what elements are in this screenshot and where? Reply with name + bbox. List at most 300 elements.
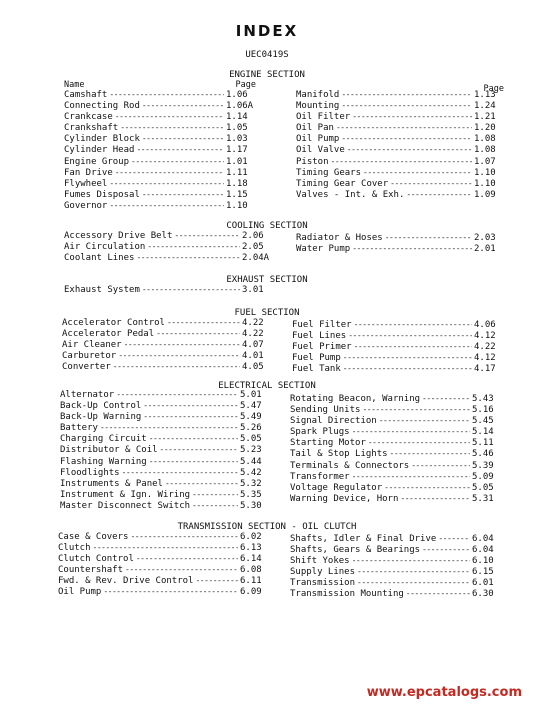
entry-page: 1.01 bbox=[226, 156, 248, 167]
leader-dashes bbox=[406, 190, 472, 200]
index-entry bbox=[296, 233, 504, 244]
entry-name: Piston bbox=[296, 156, 329, 167]
index-entry bbox=[64, 168, 256, 179]
index-entry bbox=[290, 589, 502, 600]
entry-page: 5.44 bbox=[240, 456, 262, 467]
index-entry bbox=[290, 472, 502, 483]
entry-name: Mounting bbox=[296, 101, 340, 112]
entry-name: Master Disconnect Switch bbox=[60, 500, 191, 511]
index-entry bbox=[290, 545, 502, 556]
entry-name: Converter bbox=[62, 362, 111, 373]
entry-page: 1.15 bbox=[226, 189, 248, 200]
index-entry bbox=[62, 318, 272, 329]
leader-dashes bbox=[406, 589, 470, 599]
entry-page: 5.31 bbox=[472, 493, 494, 504]
leader-dashes bbox=[174, 231, 240, 241]
entry-name: Shift Yokes bbox=[290, 556, 350, 567]
entry-page: 2.04A bbox=[242, 253, 270, 264]
leader-dashes bbox=[115, 112, 224, 122]
entry-name: Oil Pan bbox=[296, 123, 334, 134]
leader-dashes bbox=[149, 434, 238, 444]
entry-page: 1.10 bbox=[474, 167, 496, 178]
index-entry bbox=[292, 320, 504, 331]
leader-dashes bbox=[192, 490, 238, 500]
entry-name: Battery bbox=[60, 423, 98, 434]
entry-name: Sending Units bbox=[290, 405, 361, 416]
index-entry bbox=[290, 534, 502, 545]
entry-page: 2.01 bbox=[474, 244, 496, 255]
leader-dashes bbox=[165, 479, 238, 489]
entry-page: 6.01 bbox=[472, 578, 494, 589]
leader-dashes bbox=[352, 556, 470, 566]
index-entry bbox=[296, 168, 504, 179]
index-entry bbox=[290, 567, 502, 578]
entry-page: 4.07 bbox=[242, 340, 264, 351]
leader-dashes bbox=[352, 244, 472, 254]
entry-page: 1.06 bbox=[226, 90, 248, 100]
index-entry bbox=[64, 157, 256, 168]
index-entry bbox=[290, 556, 502, 567]
leader-dashes bbox=[109, 179, 224, 189]
section-title-engine: ENGINE SECTION bbox=[229, 70, 305, 80]
index-entry bbox=[290, 438, 502, 449]
leader-dashes bbox=[118, 351, 240, 361]
index-entry bbox=[64, 90, 256, 101]
index-entry bbox=[58, 532, 270, 543]
transmission-left-list bbox=[58, 532, 270, 599]
leader-dashes bbox=[167, 318, 240, 328]
entry-page: 1.24 bbox=[474, 101, 496, 112]
entry-name: Tail & Stop Lights bbox=[290, 449, 388, 460]
index-entry bbox=[60, 445, 270, 456]
entry-name: Air Circulation bbox=[64, 242, 146, 253]
cooling-right-list bbox=[296, 233, 504, 255]
index-entry bbox=[296, 179, 504, 190]
leader-dashes bbox=[149, 457, 238, 467]
entry-page: 5.05 bbox=[472, 482, 494, 493]
entry-page: 6.02 bbox=[240, 532, 262, 542]
engine-left-list bbox=[64, 90, 256, 212]
entry-page: 5.32 bbox=[240, 478, 262, 489]
leader-dashes bbox=[142, 190, 224, 200]
entry-name: Shafts, Gears & Bearings bbox=[290, 545, 421, 556]
leader-dashes bbox=[422, 394, 470, 404]
leader-dashes bbox=[341, 101, 472, 111]
entry-page: 5.11 bbox=[472, 438, 494, 449]
leader-dashes bbox=[136, 145, 224, 155]
entry-name: Floodlights bbox=[60, 467, 120, 478]
leader-dashes bbox=[103, 587, 238, 597]
leader-dashes bbox=[352, 427, 470, 437]
index-entry bbox=[62, 351, 272, 362]
entry-name: Transmission bbox=[290, 578, 356, 589]
entry-name: Distributor & Coil bbox=[60, 445, 158, 456]
index-entry bbox=[292, 353, 504, 364]
entry-page: 2.03 bbox=[474, 233, 496, 243]
leader-dashes bbox=[142, 134, 224, 144]
entry-name: Flywheel bbox=[64, 178, 108, 189]
entry-page: 5.26 bbox=[240, 423, 262, 434]
entry-name: Water Pump bbox=[296, 244, 351, 255]
index-entry bbox=[290, 405, 502, 416]
leader-dashes bbox=[124, 340, 240, 350]
index-title: INDEX bbox=[235, 22, 299, 40]
index-entry bbox=[296, 157, 504, 168]
entry-name: Fuel Primer bbox=[292, 342, 352, 353]
entry-page: 1.06A bbox=[226, 101, 254, 112]
index-entry bbox=[296, 112, 504, 123]
index-entry bbox=[290, 394, 502, 405]
entry-page: 5.01 bbox=[240, 390, 262, 400]
leader-dashes bbox=[348, 331, 472, 341]
leader-dashes bbox=[343, 353, 472, 363]
entry-page: 5.47 bbox=[240, 401, 262, 412]
entry-page: 6.14 bbox=[240, 554, 262, 565]
entry-name: Rotating Beacon, Warning bbox=[290, 394, 421, 404]
entry-name: Crankshaft bbox=[64, 123, 119, 134]
entry-page: 2.06 bbox=[242, 231, 264, 241]
index-entry bbox=[58, 587, 270, 598]
index-entry bbox=[296, 145, 504, 156]
entry-name: Oil Pump bbox=[296, 134, 340, 145]
leader-dashes bbox=[192, 501, 238, 511]
leader-dashes bbox=[341, 90, 472, 100]
entry-name: Instruments & Panel bbox=[60, 478, 163, 489]
entry-name: Alternator bbox=[60, 390, 115, 400]
entry-name: Exhaust System bbox=[64, 285, 140, 295]
index-entry bbox=[62, 362, 272, 373]
entry-page: 5.14 bbox=[472, 427, 494, 438]
entry-page: 5.46 bbox=[472, 449, 494, 460]
transmission-right-list bbox=[290, 534, 502, 601]
leader-dashes bbox=[109, 201, 224, 211]
entry-page: 4.05 bbox=[242, 362, 264, 373]
index-entry bbox=[60, 479, 270, 490]
entry-page: 6.15 bbox=[472, 567, 494, 578]
entry-page: 6.11 bbox=[240, 576, 262, 587]
entry-name: Radiator & Hoses bbox=[296, 233, 383, 243]
leader-dashes bbox=[93, 543, 238, 553]
leader-dashes bbox=[143, 401, 238, 411]
leader-dashes bbox=[160, 445, 238, 455]
leader-dashes bbox=[147, 242, 240, 252]
page-column-label: Page bbox=[483, 84, 504, 94]
page-column-label: Page bbox=[235, 80, 256, 90]
index-entry bbox=[292, 342, 504, 353]
entry-page: 5.16 bbox=[472, 405, 494, 416]
watermark[interactable]: www.epcatalogs.com bbox=[366, 685, 522, 700]
leader-dashes bbox=[125, 565, 238, 575]
entry-page: 1.05 bbox=[226, 123, 248, 134]
document-id: UEC0419S bbox=[245, 50, 289, 60]
entry-name: Fumes Disposal bbox=[64, 189, 140, 200]
entry-page: 5.23 bbox=[240, 445, 262, 456]
leader-dashes bbox=[347, 145, 472, 155]
entry-name: Air Cleaner bbox=[62, 340, 122, 351]
leader-dashes bbox=[131, 157, 224, 167]
entry-page: 1.03 bbox=[226, 134, 248, 145]
entry-page: 6.30 bbox=[472, 589, 494, 600]
index-entry bbox=[296, 244, 504, 255]
entry-page: 5.42 bbox=[240, 467, 262, 478]
entry-page: 3.01 bbox=[242, 285, 264, 295]
entry-name: Fan Drive bbox=[64, 167, 113, 178]
index-entry bbox=[290, 483, 502, 494]
index-entry bbox=[292, 331, 504, 342]
index-entry bbox=[64, 242, 272, 253]
index-entry bbox=[64, 285, 272, 296]
entry-name: Manifold bbox=[296, 90, 340, 100]
index-entry bbox=[60, 390, 270, 401]
entry-page: 1.10 bbox=[226, 200, 248, 211]
index-entry bbox=[64, 134, 256, 145]
entry-name: Fuel Lines bbox=[292, 331, 347, 342]
leader-dashes bbox=[142, 101, 224, 111]
entry-page: 1.08 bbox=[474, 134, 496, 145]
entry-name: Countershaft bbox=[58, 565, 124, 576]
leader-dashes bbox=[354, 320, 472, 330]
entry-page: 4.01 bbox=[242, 351, 264, 362]
index-entry bbox=[58, 554, 270, 565]
index-entry bbox=[290, 578, 502, 589]
section-title-exhaust: EXHAUST SECTION bbox=[226, 275, 308, 285]
entry-page: 1.14 bbox=[226, 112, 248, 123]
entry-name: Voltage Regulator bbox=[290, 482, 383, 493]
engine-left-column bbox=[64, 80, 256, 212]
index-entry bbox=[64, 123, 256, 134]
leader-dashes bbox=[195, 576, 238, 586]
entry-page: 1.08 bbox=[474, 145, 496, 156]
index-entry bbox=[60, 468, 270, 479]
index-entry bbox=[296, 190, 504, 201]
section-title-cooling: COOLING SECTION bbox=[226, 221, 308, 231]
section-title-transmission: TRANSMISSION SECTION - OIL CLUTCH bbox=[177, 522, 357, 532]
entry-page: 5.30 bbox=[240, 500, 262, 511]
exhaust-left-list bbox=[64, 285, 272, 296]
entry-page: 6.08 bbox=[240, 565, 262, 576]
entry-page: 1.10 bbox=[474, 178, 496, 189]
index-entry bbox=[60, 501, 270, 512]
entry-page: 5.49 bbox=[240, 412, 262, 423]
leader-dashes bbox=[379, 416, 470, 426]
entry-name: Oil Filter bbox=[296, 112, 351, 123]
index-entry bbox=[290, 427, 502, 438]
index-entry bbox=[290, 416, 502, 427]
cooling-left-list bbox=[64, 231, 272, 264]
entry-page: 4.22 bbox=[474, 342, 496, 353]
index-entry bbox=[64, 179, 256, 190]
entry-name: Terminals & Connectors bbox=[290, 460, 410, 471]
index-entry bbox=[60, 490, 270, 501]
index-entry bbox=[290, 461, 502, 472]
leader-dashes bbox=[156, 329, 240, 339]
fuel-right-list bbox=[292, 320, 504, 375]
leader-dashes bbox=[400, 494, 470, 504]
entry-page: 4.06 bbox=[474, 320, 496, 330]
index-entry bbox=[64, 112, 256, 123]
leader-dashes bbox=[116, 390, 238, 400]
entry-name: Fuel Pump bbox=[292, 353, 341, 364]
entry-name: Fuel Filter bbox=[292, 320, 352, 330]
leader-dashes bbox=[120, 123, 224, 133]
leader-dashes bbox=[438, 534, 470, 544]
entry-name: Valves - Int. & Exh. bbox=[296, 189, 405, 200]
leader-dashes bbox=[100, 423, 238, 433]
entry-page: 6.09 bbox=[240, 587, 262, 598]
index-entry bbox=[60, 423, 270, 434]
index-entry bbox=[62, 340, 272, 351]
leader-dashes bbox=[352, 472, 470, 482]
leader-dashes bbox=[343, 364, 472, 374]
leader-dashes bbox=[362, 405, 470, 415]
leader-dashes bbox=[115, 168, 224, 178]
entry-page: 1.17 bbox=[226, 145, 248, 156]
index-entry bbox=[64, 190, 256, 201]
entry-page: 1.09 bbox=[474, 189, 496, 200]
entry-name: Starting Motor bbox=[290, 438, 366, 449]
leader-dashes bbox=[354, 342, 472, 352]
entry-name: Accessory Drive Belt bbox=[64, 231, 173, 241]
entry-page: 4.12 bbox=[474, 331, 496, 342]
entry-page: 5.43 bbox=[472, 394, 494, 404]
entry-page: 6.10 bbox=[472, 556, 494, 567]
index-entry bbox=[296, 134, 504, 145]
entry-page: 6.13 bbox=[240, 543, 262, 554]
engine-right-list bbox=[296, 90, 504, 201]
index-entry bbox=[290, 494, 502, 505]
entry-name: Instrument & Ign. Wiring bbox=[60, 489, 191, 500]
entry-page: 4.22 bbox=[242, 318, 264, 328]
index-entry bbox=[296, 101, 504, 112]
entry-name: Crankcase bbox=[64, 112, 113, 123]
entry-name: Engine Group bbox=[64, 156, 130, 167]
entry-name: Fuel Tank bbox=[292, 364, 341, 375]
index-entry bbox=[64, 253, 272, 264]
index-entry bbox=[64, 145, 256, 156]
index-entry bbox=[290, 449, 502, 460]
leader-dashes bbox=[122, 468, 238, 478]
entry-name: Signal Direction bbox=[290, 416, 377, 427]
entry-name: Accelerator Pedal bbox=[62, 329, 155, 340]
entry-page: 5.39 bbox=[472, 460, 494, 471]
entry-name: Case & Covers bbox=[58, 532, 129, 542]
index-entry bbox=[60, 401, 270, 412]
index-entry bbox=[58, 543, 270, 554]
entry-page: 1.21 bbox=[474, 112, 496, 123]
entry-name: Flashing Warning bbox=[60, 456, 147, 467]
entry-name: Oil Valve bbox=[296, 145, 345, 156]
entry-page: 1.18 bbox=[226, 178, 248, 189]
entry-page: 5.35 bbox=[240, 489, 262, 500]
leader-dashes bbox=[143, 412, 238, 422]
leader-dashes bbox=[357, 578, 470, 588]
index-entry bbox=[296, 123, 504, 134]
entry-page: 1.07 bbox=[474, 156, 496, 167]
entry-page: 4.22 bbox=[242, 329, 264, 340]
name-column-label: Name bbox=[64, 80, 85, 90]
fuel-left-list bbox=[62, 318, 272, 373]
leader-dashes bbox=[385, 233, 472, 243]
index-entry bbox=[62, 329, 272, 340]
entry-name: Coolant Lines bbox=[64, 253, 135, 264]
leader-dashes bbox=[390, 179, 472, 189]
entry-name: Back-Up Control bbox=[60, 401, 142, 412]
index-entry bbox=[60, 434, 270, 445]
entry-page: 1.13 bbox=[474, 90, 496, 100]
leader-dashes bbox=[336, 123, 472, 133]
section-title-electrical: ELECTRICAL SECTION bbox=[218, 381, 316, 391]
engine-right-column bbox=[296, 84, 504, 201]
electrical-left-list bbox=[60, 390, 270, 512]
entry-name: Clutch Control bbox=[58, 554, 134, 565]
leader-dashes bbox=[109, 90, 224, 100]
leader-dashes bbox=[368, 438, 470, 448]
entry-page: 1.11 bbox=[226, 167, 248, 178]
entry-name: Carburetor bbox=[62, 351, 117, 362]
leader-dashes bbox=[363, 168, 472, 178]
entry-name: Transformer bbox=[290, 471, 350, 482]
entry-page: 4.17 bbox=[474, 364, 496, 375]
entry-name: Accelerator Control bbox=[62, 318, 165, 328]
leader-dashes bbox=[341, 134, 472, 144]
section-title-fuel: FUEL SECTION bbox=[234, 308, 300, 318]
entry-name: Cylinder Block bbox=[64, 134, 140, 145]
entry-page: 5.05 bbox=[240, 434, 262, 445]
leader-dashes bbox=[357, 567, 470, 577]
entry-name: Camshaft bbox=[64, 90, 108, 100]
entry-name: Governor bbox=[64, 200, 108, 211]
leader-dashes bbox=[142, 285, 240, 295]
index-entry bbox=[58, 576, 270, 587]
index-entry bbox=[58, 565, 270, 576]
entry-name: Timing Gear Cover bbox=[296, 178, 389, 189]
index-entry bbox=[64, 231, 272, 242]
leader-dashes bbox=[384, 483, 470, 493]
leader-dashes bbox=[331, 157, 472, 167]
entry-name: Cylinder Head bbox=[64, 145, 135, 156]
leader-dashes bbox=[352, 112, 472, 122]
index-entry bbox=[64, 201, 256, 212]
index-entry bbox=[60, 412, 270, 423]
entry-name: Back-Up Warning bbox=[60, 412, 142, 423]
entry-page: 6.04 bbox=[472, 534, 494, 544]
entry-name: Oil Pump bbox=[58, 587, 102, 598]
entry-name: Clutch bbox=[58, 543, 91, 554]
engine-left-header bbox=[64, 80, 256, 90]
entry-name: Fwd. & Rev. Drive Control bbox=[58, 576, 194, 587]
leader-dashes bbox=[136, 554, 238, 564]
entry-name: Warning Device, Horn bbox=[290, 493, 399, 504]
index-entry bbox=[64, 101, 256, 112]
entry-name: Connecting Rod bbox=[64, 101, 140, 112]
entry-name: Shafts, Idler & Final Drive bbox=[290, 534, 437, 544]
entry-page: 5.09 bbox=[472, 471, 494, 482]
index-entry bbox=[292, 364, 504, 375]
entry-name: Spark Plugs bbox=[290, 427, 350, 438]
leader-dashes bbox=[136, 253, 240, 263]
index-entry bbox=[60, 457, 270, 468]
entry-page: 6.04 bbox=[472, 545, 494, 556]
entry-page: 2.05 bbox=[242, 242, 264, 253]
entry-name: Transmission Mounting bbox=[290, 589, 404, 600]
entry-page: 5.45 bbox=[472, 416, 494, 427]
leader-dashes bbox=[422, 545, 470, 555]
entry-name: Charging Circuit bbox=[60, 434, 147, 445]
leader-dashes bbox=[130, 532, 238, 542]
leader-dashes bbox=[113, 362, 240, 372]
entry-page: 4.12 bbox=[474, 353, 496, 364]
entry-page: 1.20 bbox=[474, 123, 496, 134]
